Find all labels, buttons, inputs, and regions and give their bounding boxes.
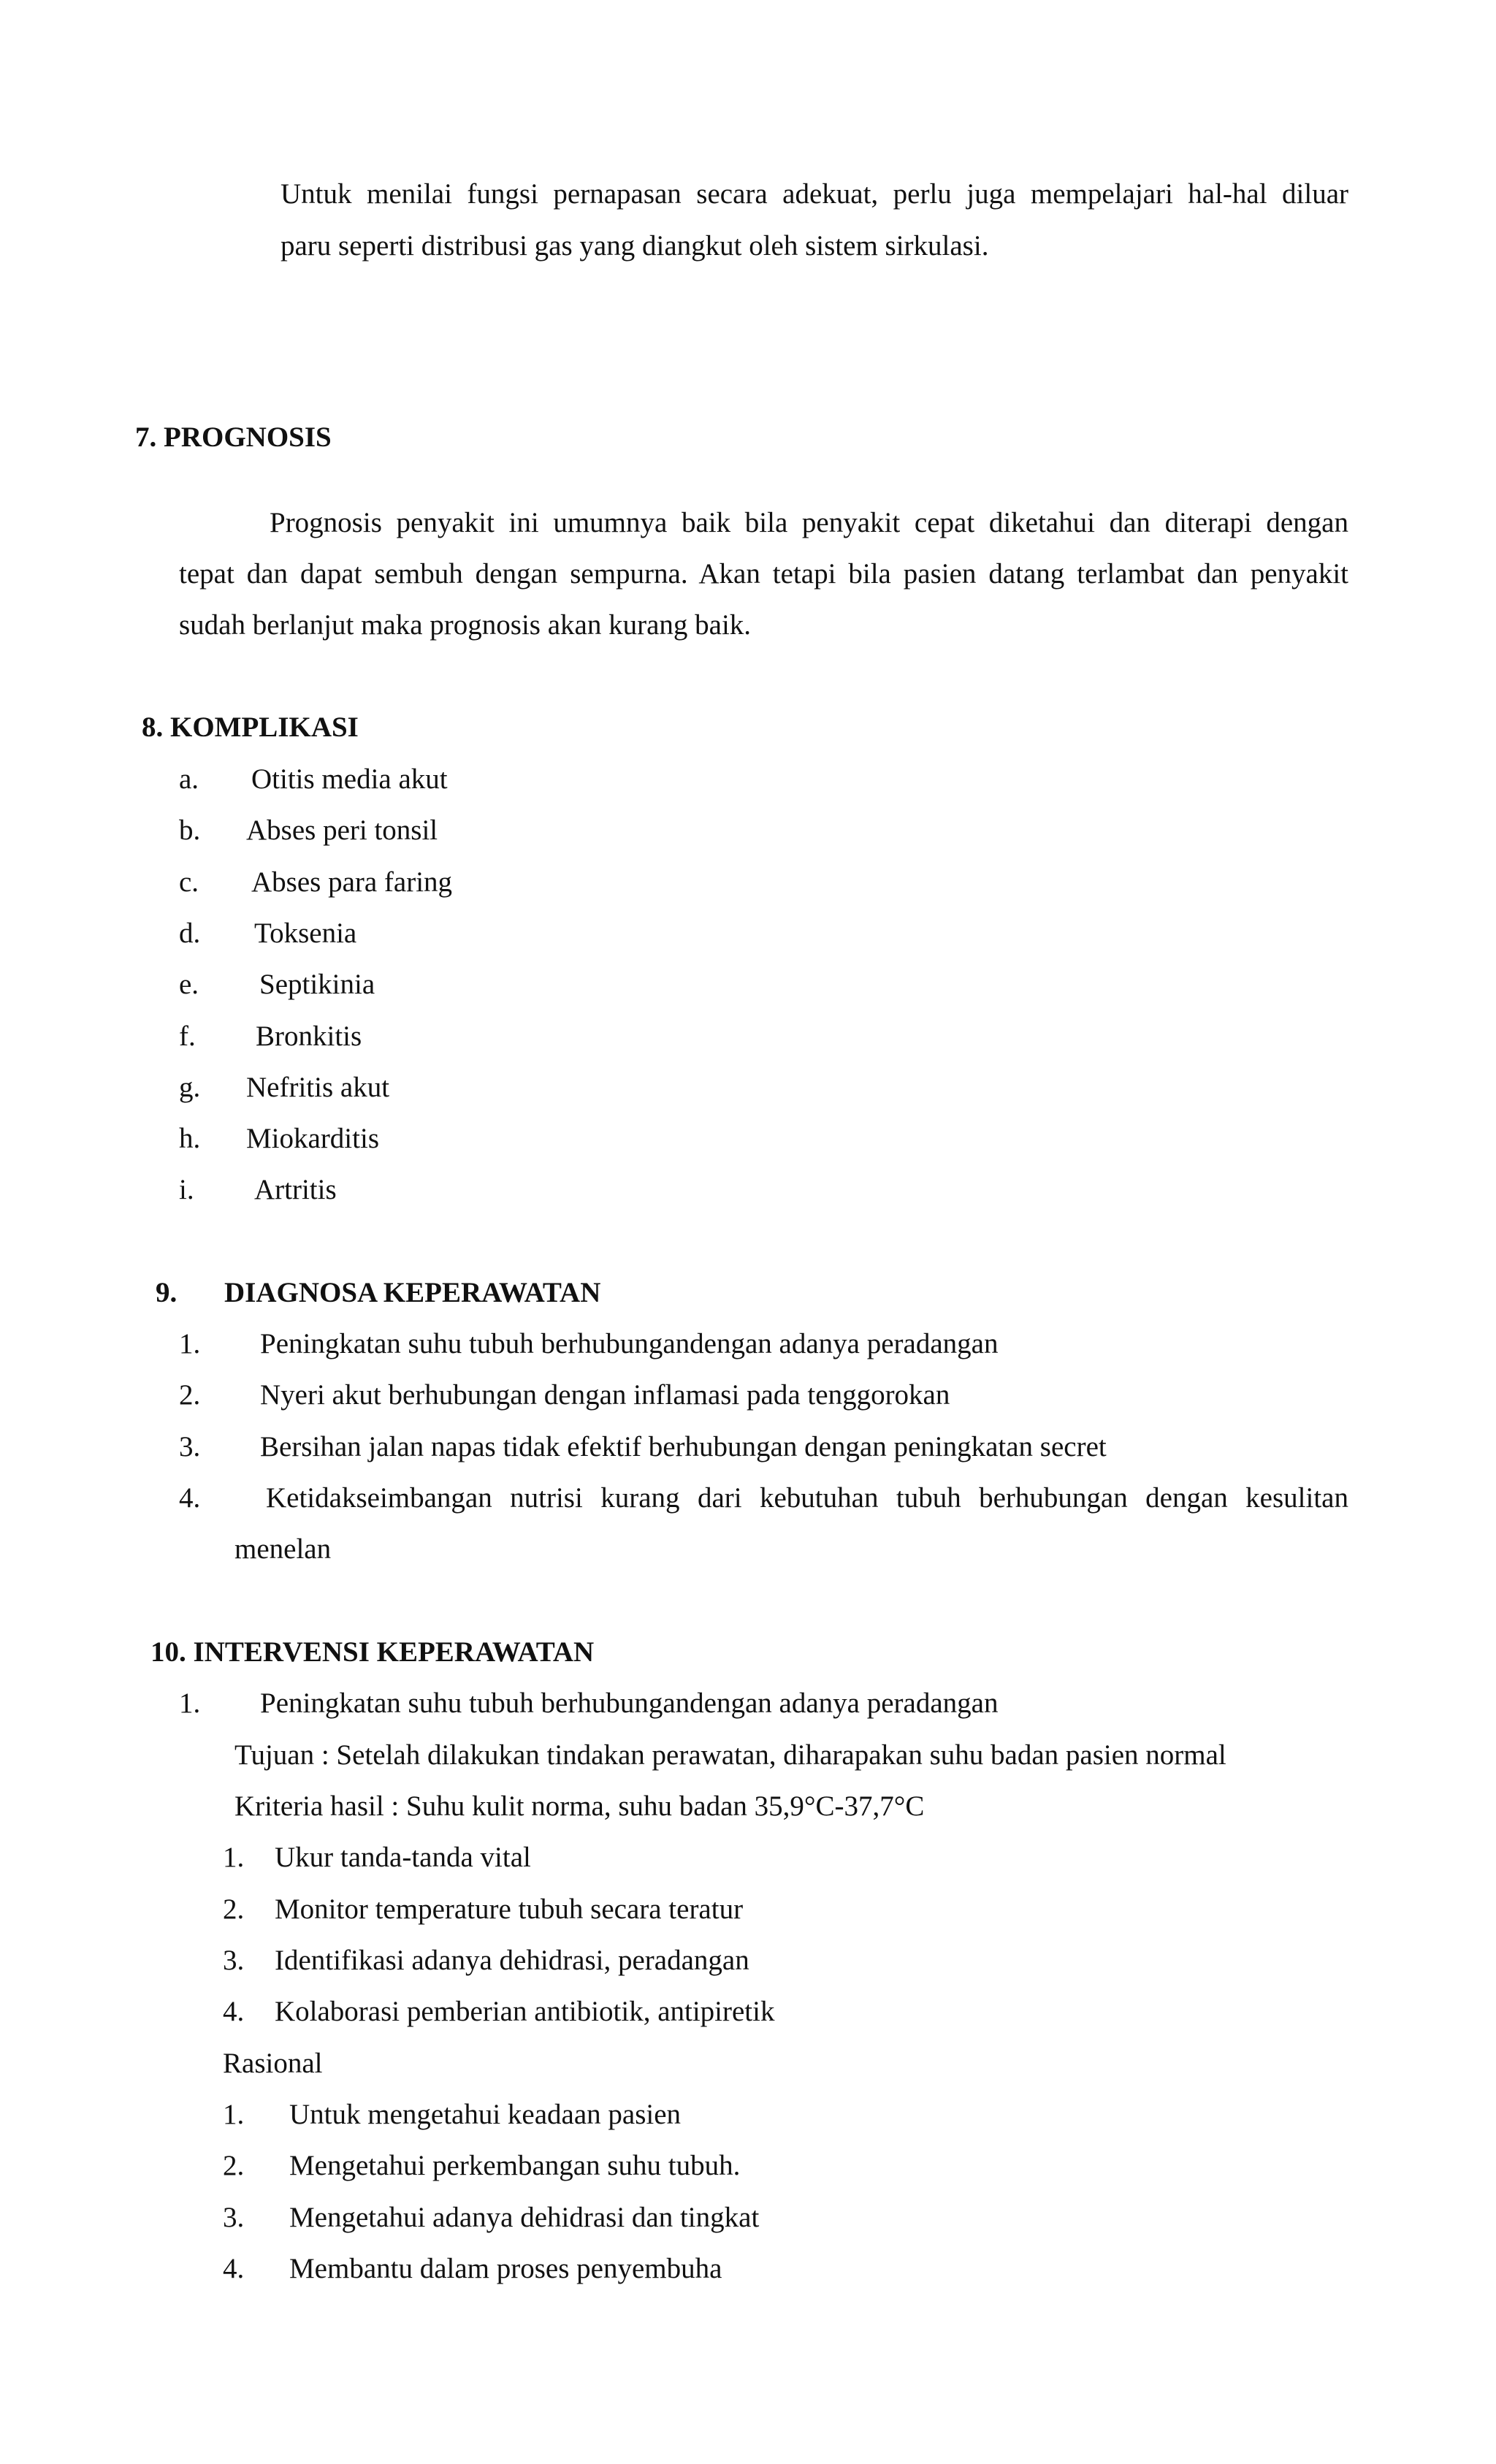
komplikasi-heading: 8. KOMPLIKASI <box>142 712 359 743</box>
prognosis-line-1: Prognosis penyakit ini umumnya baik bila penyakit cepat diketahui dan diterapi dengan <box>270 507 1348 538</box>
rasional-marker-3: 3. <box>223 2202 245 2233</box>
diagnosa-marker-4: 4. <box>179 1482 201 1514</box>
action-marker-3: 3. <box>223 1945 245 1976</box>
intervensi-tujuan: Tujuan : Setelah dilakukan tindakan perawatan, diharapakan suhu badan pasien normal <box>234 1739 1226 1771</box>
rasional-item-1: Untuk mengetahui keadaan pasien <box>289 2099 682 2130</box>
komplikasi-item-a: Otitis media akut <box>251 763 448 795</box>
intervensi-item-title: Peningkatan suhu tubuh berhubungandengan adanya peradangan <box>260 1687 999 1719</box>
action-item-3: Identifikasi adanya dehidrasi, peradangan <box>275 1945 749 1976</box>
diagnosa-item-3: Bersihan jalan napas tidak efektif berhubungan dengan peningkatan secret <box>260 1431 1107 1462</box>
diagnosa-item-4-continuation: menelan <box>234 1533 332 1565</box>
komplikasi-marker-g: g. <box>179 1072 201 1103</box>
prognosis-heading: 7. PROGNOSIS <box>135 422 332 453</box>
rasional-item-3: Mengetahui adanya dehidrasi dan tingkat <box>289 2202 760 2233</box>
komplikasi-item-d: Toksenia <box>254 918 357 949</box>
diagnosa-marker-2: 2. <box>179 1379 201 1411</box>
komplikasi-item-b: Abses peri tonsil <box>246 815 438 846</box>
komplikasi-item-i: Artritis <box>254 1174 337 1205</box>
action-item-1: Ukur tanda-tanda vital <box>275 1842 531 1873</box>
intervensi-heading: 10. INTERVENSI KEPERAWATAN <box>150 1636 595 1668</box>
action-marker-1: 1. <box>223 1842 245 1873</box>
komplikasi-marker-h: h. <box>179 1123 201 1154</box>
intervensi-item-marker: 1. <box>179 1687 201 1719</box>
komplikasi-marker-i: i. <box>179 1174 194 1205</box>
komplikasi-item-h: Miokarditis <box>246 1123 379 1154</box>
rasional-marker-1: 1. <box>223 2099 245 2130</box>
komplikasi-marker-c: c. <box>179 866 199 898</box>
komplikasi-marker-b: b. <box>179 815 201 846</box>
diagnosa-number: 9. <box>156 1277 178 1308</box>
komplikasi-item-e: Septikinia <box>259 969 375 1000</box>
action-item-4: Kolaborasi pemberian antibiotik, antipiretik <box>275 1996 775 2027</box>
diagnosa-heading: DIAGNOSA KEPERAWATAN <box>224 1277 601 1308</box>
rasional-marker-2: 2. <box>223 2150 245 2181</box>
rasional-item-2: Mengetahui perkembangan suhu tubuh. <box>289 2150 741 2181</box>
komplikasi-marker-f: f. <box>179 1021 196 1052</box>
diagnosa-marker-3: 3. <box>179 1431 201 1462</box>
diagnosa-item-1: Peningkatan suhu tubuh berhubungandengan adanya peradangan <box>260 1328 999 1359</box>
komplikasi-item-c: Abses para faring <box>251 866 453 898</box>
komplikasi-marker-a: a. <box>179 763 199 795</box>
komplikasi-marker-d: d. <box>179 918 201 949</box>
diagnosa-item-2: Nyeri akut berhubungan dengan inflamasi pada tenggorokan <box>260 1379 950 1411</box>
prognosis-line-2: tepat dan dapat sembuh dengan sempurna. Akan tetapi bila pasien datang terlambat dan penyakit <box>179 558 1348 590</box>
action-marker-2: 2. <box>223 1893 245 1925</box>
rasional-item-4: Membantu dalam proses penyembuha <box>289 2253 722 2284</box>
prognosis-line-3: sudah berlanjut maka prognosis akan kurang baik. <box>179 609 752 641</box>
rasional-marker-4: 4. <box>223 2253 245 2284</box>
diagnosa-marker-1: 1. <box>179 1328 201 1359</box>
action-marker-4: 4. <box>223 1996 245 2027</box>
intro-line-1: Untuk menilai fungsi pernapasan secara adekuat, perlu juga mempelajari hal-hal diluar <box>280 178 1348 210</box>
intro-line-2: paru seperti distribusi gas yang diangkut oleh sistem sirkulasi. <box>280 230 989 262</box>
action-item-2: Monitor temperature tubuh secara teratur <box>275 1893 744 1925</box>
diagnosa-item-4: Ketidakseimbangan nutrisi kurang dari kebutuhan tubuh berhubungan dengan kesulitan <box>266 1482 1348 1514</box>
komplikasi-item-f: Bronkitis <box>256 1021 362 1052</box>
komplikasi-marker-e: e. <box>179 969 199 1000</box>
komplikasi-item-g: Nefritis akut <box>246 1072 390 1103</box>
intervensi-kriteria: Kriteria hasil : Suhu kulit norma, suhu badan 35,9°C-37,7°C <box>234 1790 925 1822</box>
rasional-label: Rasional <box>223 2048 323 2079</box>
